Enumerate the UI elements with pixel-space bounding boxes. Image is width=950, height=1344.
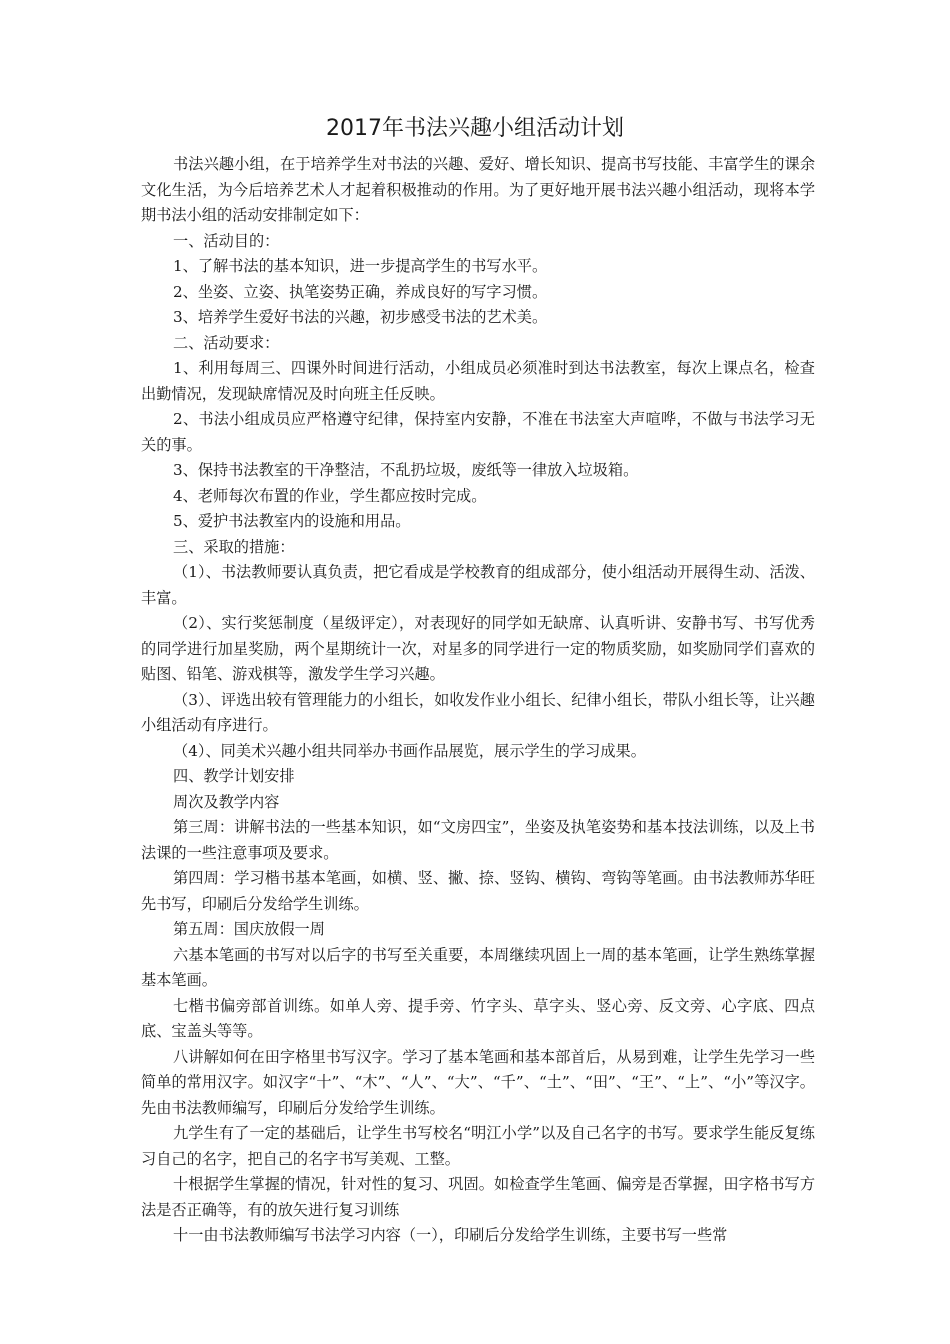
list-item: （2）、实行奖惩制度（星级评定），对表现好的同学如无缺席、认真听讲、安静书写、书写优秀的同学进行加星奖励，两个星期统计一次，对星多的同学进行一定的物质奖励，如奖励同学们喜欢的贴图、铅笔、游戏棋等，激发学生学习兴趣。: [141, 614, 815, 683]
subheading-weekly-content: 周次及教学内容: [173, 792, 280, 811]
list-item: 3、保持书法教室的干净整洁，不乱扔垃圾，废纸等一律放入垃圾箱。: [173, 461, 639, 479]
list-item: 2、书法小组成员应严格遵守纪律，保持室内安静，不准在书法室大声喧哗，不做与书法学习无关的事。: [141, 410, 815, 454]
list-item: 5、爱护书法教室内的设施和用品。: [173, 512, 411, 530]
list-item: （3）、评选出较有管理能力的小组长，如收发作业小组长、纪律小组长，带队小组长等，让兴趣小组活动有序进行。: [141, 690, 815, 734]
schedule-item: 第五周：国庆放假一周: [173, 920, 325, 938]
schedule-item: 八讲解如何在田字格里书写汉字。学习了基本笔画和基本部首后，从易到难，让学生先学习一些简单的常用汉字。如汉字“十”、“木”、“人”、“大”、“千”、“土”、“田”、“王”、“上”、“小”等汉字。先由书法教师编写，印刷后分发给学生训练。: [141, 1047, 815, 1117]
list-item: 2、坐姿、立姿、执笔姿势正确，养成良好的写字习惯。: [173, 282, 548, 301]
list-item: 1、利用每周三、四课外时间进行活动，小组成员必须准时到达书法教室，每次上课点名，检查出勤情况，发现缺席情况及时向班主任反映。: [141, 359, 815, 403]
document-title: 2017年书法兴趣小组活动计划: [326, 116, 624, 141]
heading-teaching-plan: 四、教学计划安排: [173, 767, 295, 785]
list-item: （1）、书法教师要认真负责，把它看成是学校教育的组成部分，使小组活动开展得生动、活泼、丰富。: [141, 563, 815, 607]
schedule-item: 十根据学生掌握的情况，针对性的复习、巩固。如检查学生笔画、偏旁是否掌握，田字格书写方法是否正确等，有的放矢进行复习训练: [141, 1175, 815, 1219]
heading-activity-goals: 一、活动目的：: [173, 231, 280, 250]
schedule-item: 六基本笔画的书写对以后字的书写至关重要，本周继续巩固上一周的基本笔画，让学生熟练掌握基本笔画。: [141, 945, 815, 989]
schedule-item: 九学生有了一定的基础后，让学生书写校名“明江小学”以及自己名字的书写。要求学生能反复练习自己的名字，把自己的名字书写美观、工整。: [141, 1124, 815, 1168]
schedule-item: 七楷书偏旁部首训练。如单人旁、提手旁、竹字头、草字头、竖心旁、反文旁、心字底、四点底、宝盖头等等。: [141, 996, 815, 1040]
paragraph-intro: 书法兴趣小组，在于培养学生对书法的兴趣、爱好、增长知识、提高书写技能、丰富学生的课余文化生活，为今后培养艺术人才起着积极推动的作用。为了更好地开展书法兴趣小组活动，现将本学期书法小组的活动安排制定如下：: [141, 155, 815, 224]
schedule-item: 十一由书法教师编写书法学习内容（一），印刷后分发给学生训练，主要书写一些常: [173, 1226, 728, 1244]
heading-activity-requirements: 二、活动要求：: [173, 333, 280, 352]
schedule-item: 第四周：学习楷书基本笔画，如横、竖、撇、捺、竖钩、横钩、弯钩等笔画。由书法教师苏华旺先书写，印刷后分发给学生训练。: [141, 869, 815, 913]
list-item: 3、培养学生爱好书法的兴趣，初步感受书法的艺术美。: [173, 308, 548, 326]
schedule-item: 第三周：讲解书法的一些基本知识，如“文房四宝”，坐姿及执笔姿势和基本技法训练，以及上书法课的一些注意事项及要求。: [141, 818, 815, 862]
document-body: [141, 152, 815, 1249]
list-item: 4、老师每次布置的作业，学生都应按时完成。: [173, 486, 487, 505]
list-item: 1、了解书法的基本知识，进一步提高学生的书写水平。: [173, 257, 548, 275]
list-item: （4）、同美术兴趣小组共同举办书画作品展览，展示学生的学习成果。: [173, 741, 646, 760]
heading-measures: 三、采取的措施：: [173, 537, 295, 556]
